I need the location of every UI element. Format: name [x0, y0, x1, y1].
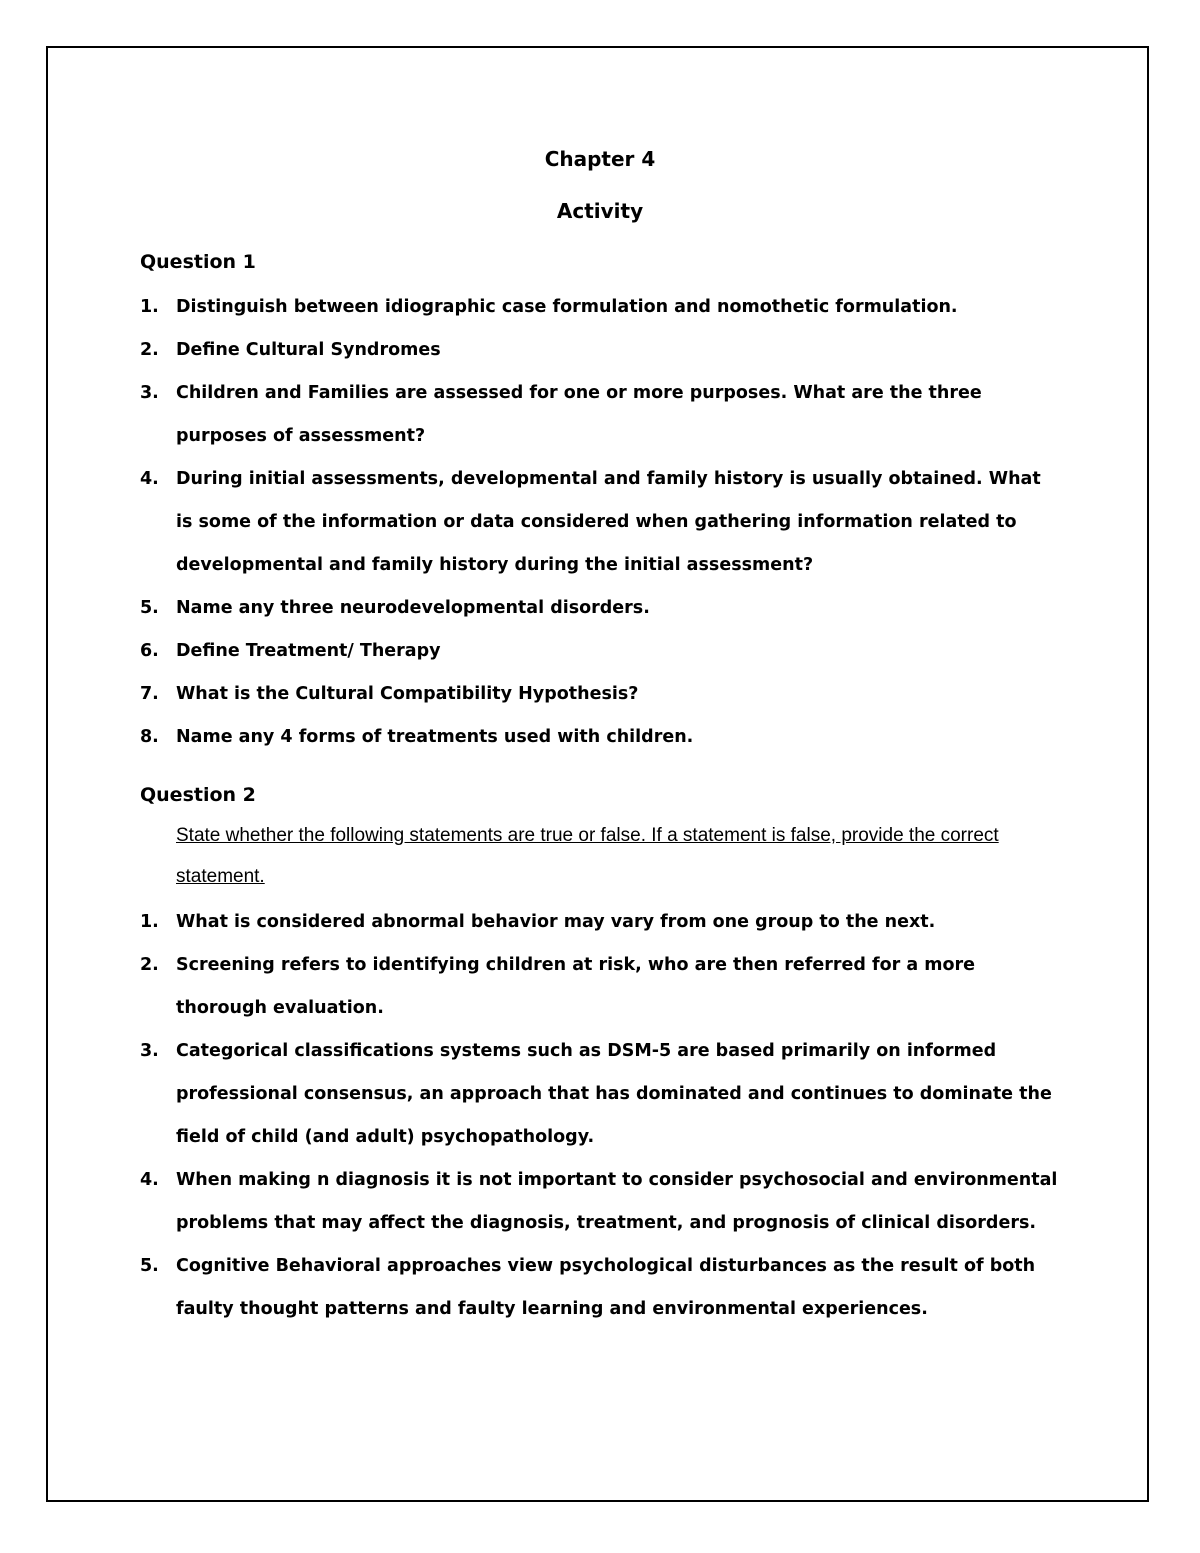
- list-item: [140, 1159, 1060, 1245]
- question-2-heading: Question 2: [140, 784, 256, 806]
- item-number: 7.: [140, 684, 159, 704]
- list-item: [140, 458, 1060, 587]
- item-number: 5.: [140, 1256, 159, 1276]
- item-text: Name any 4 forms of treatments used with children.: [176, 727, 694, 747]
- item-number: 1.: [140, 912, 159, 932]
- item-text: Define Treatment/ Therapy: [176, 641, 441, 661]
- item-number: 8.: [140, 727, 159, 747]
- list-item: [140, 944, 1060, 1030]
- item-text: Define Cultural Syndromes: [176, 340, 441, 360]
- list-item: [140, 372, 1060, 458]
- item-text: During initial assessments, developmental and family history is usually obtained. What is some of the information or data considered when gathering information related to developmental and family history during the initial assessment?: [176, 469, 1041, 575]
- list-item: [140, 901, 1060, 944]
- list-item: [140, 1245, 1060, 1331]
- item-number: 2.: [140, 955, 159, 975]
- item-text: Cognitive Behavioral approaches view psychological disturbances as the result of both faulty thought patterns and faulty learning and environmental experiences.: [176, 1256, 1036, 1319]
- item-text: Distinguish between idiographic case formulation and nomothetic formulation.: [176, 297, 958, 317]
- list-item: [140, 1030, 1060, 1159]
- item-number: 6.: [140, 641, 159, 661]
- item-text: What is considered abnormal behavior may vary from one group to the next.: [176, 912, 936, 932]
- item-number: 2.: [140, 340, 159, 360]
- document-body: [140, 138, 1060, 1331]
- item-number: 5.: [140, 598, 159, 618]
- item-number: 1.: [140, 297, 159, 317]
- question-1-list: [140, 286, 1060, 759]
- item-number: 4.: [140, 469, 159, 489]
- item-text: Children and Families are assessed for one or more purposes. What are the three purposes of assessment?: [176, 383, 982, 446]
- item-text: Categorical classifications systems such as DSM-5 are based primarily on informed professional consensus, an approach that has dominated and continues to dominate the field of child (and adult) psychopathology.: [176, 1041, 1052, 1147]
- question-1-heading: Question 1: [140, 251, 256, 273]
- question-2-list: [140, 901, 1060, 1331]
- list-item: [140, 587, 1060, 630]
- chapter-title: Chapter 4: [544, 147, 656, 171]
- item-text: Screening refers to identifying children at risk, who are then referred for a more thorough evaluation.: [176, 955, 976, 1018]
- list-item: [140, 329, 1060, 372]
- list-item: [140, 286, 1060, 329]
- question-2-instruction: State whether the following statements are true or false. If a statement is false, provide the correct statement.: [176, 825, 999, 887]
- item-text: When making n diagnosis it is not important to consider psychosocial and environmental problems that may affect the diagnosis, treatment, and prognosis of clinical disorders.: [176, 1170, 1058, 1233]
- list-item: [140, 673, 1060, 716]
- list-item: [140, 630, 1060, 673]
- activity-subtitle: Activity: [556, 199, 644, 223]
- item-text: What is the Cultural Compatibility Hypothesis?: [176, 684, 639, 704]
- list-item: [140, 716, 1060, 759]
- item-text: Name any three neurodevelopmental disorders.: [176, 598, 650, 618]
- item-number: 3.: [140, 383, 159, 403]
- item-number: 4.: [140, 1170, 159, 1190]
- item-number: 3.: [140, 1041, 159, 1061]
